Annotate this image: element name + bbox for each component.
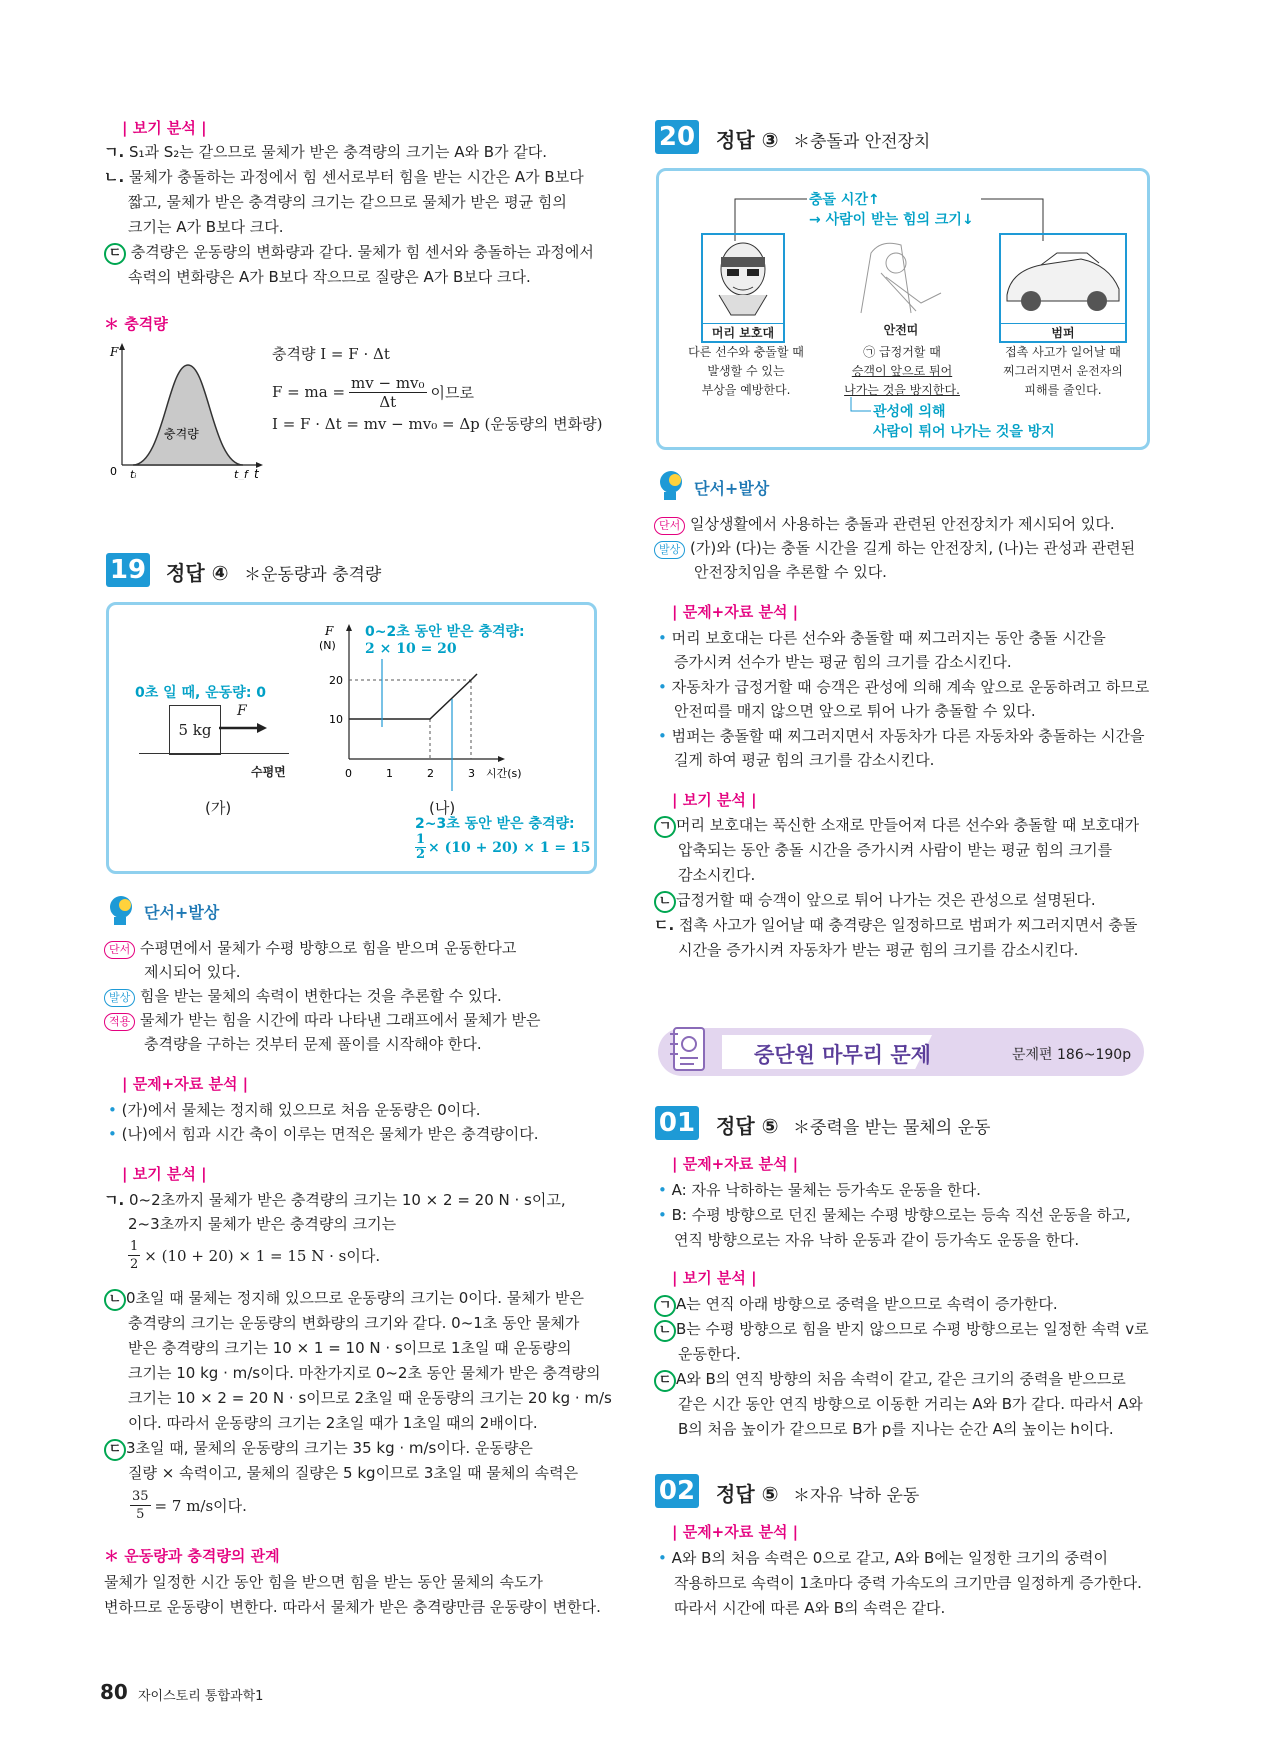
analysis-text: (가)에서 물체는 정지해 있으므로 처음 운동량은 0이다. — [121, 1101, 481, 1119]
analysis-item: • B: 수평 방향으로 던진 물체는 수평 방향으로는 등속 직선 운동을 하고, — [658, 1206, 1131, 1224]
page-number: 80 — [100, 1680, 128, 1704]
bogi-mark: ㄴ. — [104, 168, 125, 186]
bogi-item-d — [104, 1438, 533, 1461]
correct-mark-icon: ㄱ — [654, 816, 676, 838]
tag-jeokyong: 적용 — [104, 1013, 135, 1031]
tag-danseo: 단서 — [104, 941, 135, 959]
floor-line — [139, 753, 289, 754]
x-tick-0: 0 — [345, 767, 352, 780]
relation-title — [104, 1546, 280, 1566]
bogi-text: A는 연직 아래 방향으로 중력을 받으므로 속력이 증가한다. — [676, 1295, 1058, 1313]
fig-label-na: (나) — [429, 799, 456, 817]
note-frac-d: 2 — [416, 847, 426, 862]
bogi-header: | 보기 분석 | — [672, 1269, 757, 1287]
question-topic: ＊운동량과 충격량 — [244, 565, 382, 585]
bogi-text: 같은 시간 동안 연직 방향으로 이동한 거리는 A와 B가 같다. 따라서 A와 — [678, 1395, 1143, 1413]
danseo-title: 단서+발상 — [144, 903, 220, 922]
bogi-text: 압축되는 동안 충돌 시간을 증가시켜 사람이 받는 평균 힘의 크기를 — [678, 841, 1113, 859]
analysis-text: A: 자유 낙하하는 물체는 등가속도 운동을 한다. — [671, 1181, 981, 1199]
bogi-text: 시간을 증가시켜 자동차가 받는 평균 힘의 크기를 감소시킨다. — [678, 941, 1079, 959]
question-number: 20 — [655, 120, 699, 154]
relation-text: 물체가 일정한 시간 동안 힘을 받으면 힘을 받는 동안 물체의 속도가 — [104, 1573, 543, 1591]
bogi-header: | 보기 분석 | — [122, 1165, 207, 1183]
unit-banner — [658, 1028, 1144, 1076]
analysis-item: • (가)에서 물체는 정지해 있으므로 처음 운동량은 0이다. — [108, 1101, 481, 1119]
analysis-text: 따라서 시간에 따른 A와 B의 속력은 같다. — [674, 1599, 946, 1617]
danseo-item — [104, 986, 502, 1007]
analysis-text: 머리 보호대는 다른 선수와 충돌할 때 찌그러지는 동안 충돌 시간을 — [671, 629, 1106, 647]
x-axis-label: 시간(s) — [486, 767, 522, 780]
helmet-icon — [703, 235, 783, 319]
fraction-35-5 — [130, 1488, 151, 1523]
y-tick-20: 20 — [329, 674, 343, 687]
floor-label: 수평면 — [251, 765, 286, 779]
bogi-text: 이다. 따라서 운동량의 크기는 2초일 때가 1초일 때의 2배이다. — [128, 1414, 538, 1432]
bogi-item-d — [104, 242, 594, 265]
bogi-text: 운동한다. — [678, 1345, 741, 1363]
seatbelt-frame — [841, 233, 961, 339]
bogi-text: 급정거할 때 승객이 앞으로 튀어 나가는 것은 관성으로 설명된다. — [676, 891, 1096, 909]
impulse-eq-2 — [272, 370, 474, 414]
tag-balsang: 발상 — [654, 541, 685, 559]
force-label: F — [237, 703, 247, 719]
analysis-text: 안전띠를 매지 않으면 앞으로 튀어 나가 충돌할 수 있다. — [674, 702, 1036, 720]
bogi-text: 접촉 사고가 일어날 때 충격량은 일정하므로 범퍼가 찌그러지면서 충돌 — [678, 916, 1138, 934]
desc-line: 부상을 예방한다. — [701, 383, 791, 397]
eq2-left: F = ma = — [272, 383, 346, 401]
item-name: 안전띠 — [883, 323, 919, 337]
danseo-text: (가)와 (다)는 충돌 시간을 길게 하는 안전장치, (나)는 관성과 관련된 — [690, 539, 1136, 557]
eq2-right: 이므로 — [430, 383, 475, 402]
danseo-title: 단서+발상 — [694, 479, 770, 498]
question-topic: ＊중력을 받는 물체의 운동 — [793, 1118, 991, 1138]
analysis-text: 연직 방향으로는 자유 낙하 운동과 같이 등가속도 운동을 한다. — [674, 1231, 1080, 1249]
bogi-item-n — [654, 890, 1096, 913]
bogi-text: 2~3초까지 물체가 받은 충격량의 크기는 — [128, 1215, 397, 1233]
answer-label: 정답 ⑤ — [716, 1482, 779, 1506]
desc-line: 피해를 줄인다. — [1024, 383, 1102, 397]
bogi-text: 충격량은 운동량의 변화량과 같다. 물체가 힘 센서와 충돌하는 과정에서 — [130, 243, 594, 261]
analysis-text: 길게 하여 평균 힘의 크기를 감소시킨다. — [674, 751, 935, 769]
desc-line: 접촉 사고가 일어날 때 — [1005, 345, 1121, 359]
bogi-item-g — [654, 815, 1139, 838]
bogi-text: 머리 보호대는 푹신한 소재로 만들어져 다른 선수와 충돌할 때 보호대가 — [676, 816, 1140, 834]
correct-mark-icon: ㄷ — [104, 1439, 126, 1461]
book-title: 자이스토리 통합과학1 — [138, 1689, 264, 1704]
note-frac-n: 1 — [416, 832, 426, 847]
bogi-text: 크기는 10 × 2 = 20 N · s이므로 2초일 때 운동량의 크기는 20 kg · m/s — [128, 1389, 612, 1407]
bogi-text: 3초일 때, 물체의 운동량의 크기는 35 kg · m/s이다. 운동량은 — [126, 1439, 533, 1457]
bogi-text: S₁과 S₂는 같으므로 물체가 받은 충격량의 크기는 A와 B가 같다. — [128, 143, 548, 161]
item-desc-seatbelt — [827, 343, 977, 400]
analysis-text: B: 수평 방향으로 던진 물체는 수평 방향으로는 등속 직선 운동을 하고, — [671, 1206, 1131, 1224]
tag-danseo: 단서 — [654, 517, 685, 535]
correct-mark-icon: ㄱ — [654, 1295, 676, 1317]
q20-figure-box — [656, 168, 1150, 450]
bogi-text: 속력의 변화량은 A가 B보다 작으므로 질량은 A가 B보다 크다. — [128, 268, 531, 286]
analysis-item: • A: 자유 낙하하는 물체는 등가속도 운동을 한다. — [658, 1181, 981, 1199]
analysis-header: | 문제+자료 분석 | — [122, 1075, 249, 1093]
bogi-item-n — [104, 167, 584, 187]
bogi-d-fraction-line — [130, 1488, 247, 1523]
answer-label: 정답 ③ — [716, 128, 779, 152]
item-name: 범퍼 — [1001, 323, 1125, 342]
graph-ti: tᵢ — [130, 468, 137, 480]
bogi-text: B의 처음 높이가 같으므로 B가 p를 지나는 순간 A의 높이는 h이다. — [678, 1420, 1114, 1438]
mass-block: 5 kg — [169, 705, 221, 755]
impulse-eq-1: 충격량 I = F · Δt — [272, 345, 390, 363]
bogi-text: 짧고, 물체가 받은 충격량의 크기는 같으므로 물체가 받은 평균 힘의 — [128, 193, 567, 211]
fig-note-a: 충돌 시간↑ — [809, 192, 880, 208]
item-desc-bumper — [985, 343, 1141, 400]
desc-line: 승객이 앞으로 튀어 — [851, 364, 953, 378]
q19-figure-box — [106, 602, 597, 874]
bumper-frame — [999, 233, 1127, 343]
relation-text: 변하므로 운동량이 변한다. 따라서 물체가 받은 충격량만큼 운동량이 변한다. — [104, 1598, 601, 1616]
bogi-item-n — [654, 1319, 1149, 1342]
y-axis-unit: (N) — [319, 639, 336, 652]
analysis-item: • (나)에서 힘과 시간 축이 이루는 면적은 물체가 받은 충격량이다. — [108, 1125, 539, 1143]
bogi-text: × (10 + 20) × 1 = 15 N · s이다. — [144, 1247, 381, 1265]
car-bumper-icon — [1001, 235, 1125, 319]
question-number: 01 — [655, 1106, 699, 1140]
tag-balsang: 발상 — [104, 989, 135, 1007]
analysis-text: A와 B의 처음 속력은 0으로 같고, A와 B에는 일정한 크기의 중력이 — [671, 1549, 1109, 1567]
question-number: 19 — [106, 553, 150, 587]
y-axis-label: F — [325, 624, 334, 638]
relation-title-text: ＊ 운동량과 충격량의 관계 — [104, 1547, 280, 1565]
impulse-graph — [108, 340, 278, 480]
bogi-header: | 보기 분석 | — [122, 119, 207, 137]
bogi-item-g: ㄱ. 0~2초까지 물체가 받은 충격량의 크기는 10 × 2 = 20 N · s이고, — [104, 1191, 566, 1209]
desc-line: 찌그러지면서 운전자의 — [1003, 364, 1123, 378]
graph-origin: 0 — [110, 465, 117, 478]
danseo-text: 힘을 받는 물체의 속력이 변한다는 것을 추론할 수 있다. — [140, 987, 502, 1005]
analysis-text: 자동차가 급정거할 때 승객은 관성에 의해 계속 앞으로 운동하려고 하므로 — [671, 678, 1150, 696]
analysis-item: • 범퍼는 충돌할 때 찌그러지면서 자동차가 다른 자동차와 충돌하는 시간을 — [658, 727, 1145, 745]
item-desc-helmet — [671, 343, 821, 400]
bogi-text: 받은 충격량의 크기는 10 × 1 = 10 N · s이므로 1초일 때 운동량의 — [128, 1339, 572, 1357]
bogi-text: 질량 × 속력이고, 물체의 질량은 5 kg이므로 3초일 때 물체의 속력은 — [128, 1464, 579, 1482]
bogi-text: = 7 m/s이다. — [154, 1497, 247, 1515]
eq2-den: Δt — [379, 392, 397, 411]
note-frac-rest: × (10 + 20) × 1 = 15 — [428, 839, 591, 856]
desc-line: 나가는 것을 방지한다. — [844, 383, 960, 397]
bogi-text: 충격량의 크기는 운동량의 변화량의 크기와 같다. 0~1초 동안 물체가 — [128, 1314, 580, 1332]
danseo-item — [104, 938, 516, 959]
bogi-text: 0초일 때 물체는 정지해 있으므로 운동량의 크기는 0이다. 물체가 받은 — [126, 1289, 585, 1307]
analysis-header: | 문제+자료 분석 | — [672, 1523, 799, 1541]
bogi-text: B는 수평 방향으로 힘을 받지 않으므로 수평 방향으로는 일정한 속력 v로 — [676, 1320, 1149, 1338]
unit-pages: 문제편 186~190p — [1012, 1047, 1132, 1063]
frac-n: 1 — [130, 1239, 139, 1254]
note-0-2s-a: 0~2초 동안 받은 충격량: — [365, 624, 525, 640]
correct-mark-icon: ㄴ — [104, 1289, 126, 1311]
graph-t-label: t — [254, 467, 259, 480]
question-topic: ＊자유 낙하 운동 — [793, 1486, 920, 1506]
bogi-g-fraction-line — [128, 1238, 380, 1273]
bogi-text: 크기는 10 kg · m/s이다. 마찬가지로 0~2초 동안 물체가 받은 충격량의 — [128, 1364, 601, 1382]
helmet-frame — [701, 233, 785, 343]
correct-mark-icon: ㄷ — [654, 1370, 676, 1392]
unit-title: 중단원 마무리 문제 — [754, 1043, 931, 1067]
danseo-text: 충격량을 구하는 것부터 문제 풀이를 시작해야 한다. — [144, 1035, 482, 1053]
bogi-header: | 보기 분석 | — [672, 791, 757, 809]
question-number: 02 — [655, 1474, 699, 1508]
graph-tf: t_f — [234, 468, 248, 480]
danseo-text: 일상생활에서 사용하는 충돌과 관련된 안전장치가 제시되어 있다. — [690, 515, 1115, 533]
notebook-gear-icon — [666, 1022, 710, 1078]
bogi-item-g — [104, 142, 547, 162]
desc-line: ㉠ 급정거할 때 — [863, 345, 941, 359]
correct-mark-icon: ㄷ — [104, 243, 126, 265]
danseo-item — [104, 1010, 540, 1031]
frac-n: 35 — [132, 1489, 149, 1504]
bogi-text: 0~2초까지 물체가 받은 충격량의 크기는 10 × 2 = 20 N · s이고, — [128, 1191, 566, 1209]
answer-label: 정답 ④ — [166, 561, 229, 585]
graph-f-label: F — [110, 345, 119, 359]
graph-area-label: 충격량 — [164, 427, 199, 441]
analysis-text: (나)에서 힘과 시간 축이 이루는 면적은 물체가 받은 충격량이다. — [121, 1125, 539, 1143]
fig-connector-inertia — [849, 397, 873, 415]
analysis-item: • 자동차가 급정거할 때 승객은 관성에 의해 계속 앞으로 운동하려고 하므로 — [658, 678, 1150, 696]
impulse-eq-3: I = F · Δt = mv − mv₀ = Δp (운동량의 변화량) — [272, 415, 603, 433]
fraction-half — [128, 1238, 140, 1273]
bogi-item-n — [104, 1288, 584, 1311]
x-tick-2: 2 — [427, 767, 434, 780]
analysis-item: • A와 B의 처음 속력은 0으로 같고, A와 B에는 일정한 크기의 중력이 — [658, 1549, 1109, 1567]
fig-note-c: 관성에 의해 — [873, 404, 946, 420]
correct-mark-icon: ㄴ — [654, 1320, 676, 1342]
bogi-item-g — [654, 1294, 1058, 1317]
desc-line: 다른 선수와 충돌할 때 — [688, 345, 804, 359]
x-tick-3: 3 — [468, 767, 475, 780]
bogi-text: 물체가 충돌하는 과정에서 힘 센서로부터 힘을 받는 시간은 A가 B보다 — [128, 168, 584, 186]
correct-mark-icon: ㄴ — [654, 891, 676, 913]
danseo-text: 물체가 받는 힘을 시간에 따라 나타낸 그래프에서 물체가 받은 — [140, 1011, 541, 1029]
bogi-item-d — [654, 1369, 1126, 1392]
analysis-text: 작용하므로 속력이 1초마다 중력 가속도의 크기만큼 일정하게 증가한다. — [674, 1574, 1142, 1592]
danseo-item — [654, 538, 1135, 559]
note-0-2s-b: 2 × 10 = 20 — [365, 641, 457, 657]
fig-note-b: → 사람이 받는 힘의 크기↓ — [809, 212, 974, 228]
idea-head-icon — [104, 893, 138, 927]
x-tick-1: 1 — [386, 767, 393, 780]
bogi-mark: ㄷ. — [654, 916, 675, 934]
item-name: 머리 보호대 — [703, 323, 783, 342]
note-frac — [415, 833, 426, 862]
analysis-text: 증가시켜 선수가 받는 평균 힘의 크기를 감소시킨다. — [674, 653, 1012, 671]
danseo-text: 안전장치임을 추론할 수 있다. — [694, 563, 887, 581]
frac-d: 2 — [130, 1257, 139, 1272]
note-2-3s-b — [415, 833, 591, 862]
fig-ga-note: 0초 일 때, 운동량: 0 — [135, 685, 267, 701]
analysis-item: • 머리 보호대는 다른 선수와 충돌할 때 찌그러지는 동안 충돌 시간을 — [658, 629, 1106, 647]
question-topic: ＊충돌과 안전장치 — [793, 132, 931, 152]
fig-label-ga: (가) — [205, 799, 232, 817]
analysis-header: | 문제+자료 분석 | — [672, 1155, 799, 1173]
eq2-num: mv − mv₀ — [351, 373, 425, 392]
bogi-text: A와 B의 연직 방향의 처음 속력이 같고, 같은 크기의 중력을 받으므로 — [676, 1370, 1126, 1388]
bogi-item-d — [654, 915, 1137, 935]
impulse-title: ＊ 충격량 — [104, 315, 168, 333]
seatbelt-icon — [841, 233, 961, 317]
fig-note-d: 사람이 튀어 나가는 것을 방지 — [873, 424, 1055, 440]
idea-head-icon — [654, 468, 688, 502]
danseo-text: 수평면에서 물체가 수평 방향으로 힘을 받으며 운동한다고 — [140, 939, 517, 957]
bogi-mark: ㄱ. — [104, 143, 125, 161]
analysis-text: 범퍼는 충돌할 때 찌그러지면서 자동차가 다른 자동차와 충돌하는 시간을 — [671, 727, 1145, 745]
desc-line: 발생할 수 있는 — [707, 364, 785, 378]
danseo-text: 제시되어 있다. — [144, 963, 241, 981]
eq2-fraction — [349, 374, 427, 411]
y-tick-10: 10 — [329, 713, 343, 726]
bogi-text: 감소시킨다. — [678, 866, 756, 884]
danseo-item — [654, 514, 1115, 535]
frac-d: 5 — [136, 1507, 145, 1522]
bogi-text: 크기는 A가 B보다 크다. — [128, 218, 284, 236]
note-2-3s-a: 2~3초 동안 받은 충격량: — [415, 816, 575, 832]
analysis-header: | 문제+자료 분석 | — [672, 603, 799, 621]
answer-label: 정답 ⑤ — [716, 1114, 779, 1138]
